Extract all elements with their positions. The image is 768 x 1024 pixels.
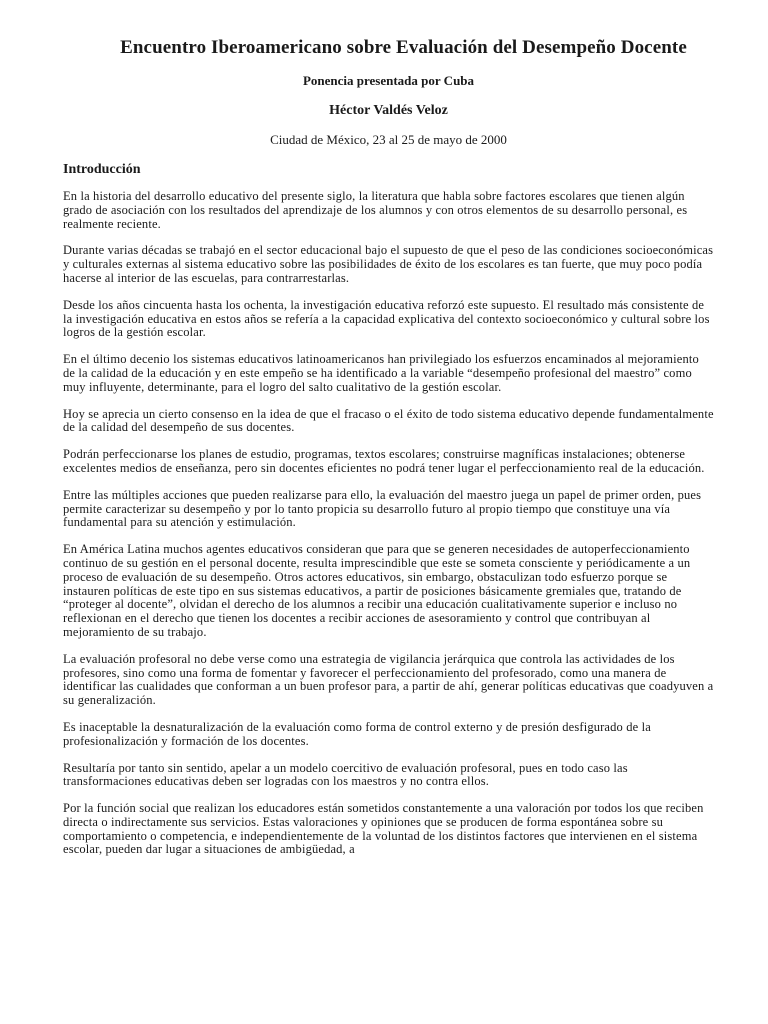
paragraph: Durante varias décadas se trabajó en el sector educacional bajo el supuesto de que el peso de las condiciones socioeconómicas y culturales externas al sistema educativo sobre las posibilidades de éxito de los escolares es tan fuerte, que muy poco podía hacerse al interior de las escuelas, para contrarrestarlas.	[63, 243, 714, 285]
document-subtitle: Ponencia presentada por Cuba	[302, 73, 475, 88]
paragraph: En América Latina muchos agentes educativos consideran que para que se generen necesidades de autoperfeccionamiento continuo de su gestión en el personal docente, resulta imprescindible que este se someta consciente y periódicamente a un proceso de evaluación de su desempeño. Otros actores educativos, sin embargo, obstaculizan todo esfuerzo porque se instauren políticas de este tipo en sus sistemas educativos, a partir de posiciones básicamente gremiales que, tratando de “proteger al docente”, olvidan el derecho de los alumnos a recibir una educación cualitativamente superior e incluso no reflexionan en el derecho que tienen los docentes a recibir acciones de asesoramiento y control que contribuyan al mejoramiento de su trabajo.	[63, 542, 691, 639]
paragraph: Es inaceptable la desnaturalización de la evaluación como forma de control externo y de presión desfigurado de la profesionalización y formación de los docentes.	[63, 719, 651, 748]
paragraph: En la historia del desarrollo educativo del presente siglo, la literatura que habla sobre factores escolares que tienen algún grado de asociación con los resultados del aprendizaje de los alumnos y con otros elementos de su desarrollo personal, es realmente reciente.	[63, 189, 688, 231]
document-title: Encuentro Iberoamericano sobre Evaluación del Desempeño Docente	[120, 37, 687, 58]
paragraph: Por la función social que realizan los educadores están sometidos constantemente a una valoración por todos los que reciben directa o indirectamente sus servicios. Estas valoraciones y opiniones que se producen de forma espontánea sobre su comportamiento o competencia, e independientemente de la voluntad de los distintos factores que intervienen en el sistema escolar, pueden dar lugar a situaciones de ambigüedad, a	[63, 801, 704, 857]
paragraph: Entre las múltiples acciones que pueden realizarse para ello, la evaluación del maestro juega un papel de primer orden, pues permite caracterizar su desempeño y por lo tanto propicia su desarrollo futuro al propio tiempo que constituye una vía fundamental para su atención y estimulación.	[63, 487, 702, 530]
paragraph: Podrán perfeccionarse los planes de estudio, programas, textos escolares; construirse magníficas instalaciones; obtenerse excelentes medios de enseñanza, pero sin docentes eficientes no podrá tener lugar el perfeccionamiento real de la educación.	[63, 447, 705, 475]
paragraph: Desde los años cincuenta hasta los ochenta, la investigación educativa reforzó este supuesto. El resultado más consistente de la investigación educativa en estos años se refería a la capacidad explicativa del contexto socioeconómico y cultural sobre los logros de la gestión escolar.	[63, 297, 710, 340]
document-author: Héctor Valdés Veloz	[329, 103, 448, 118]
paragraph: En el último decenio los sistemas educativos latinoamericanos han privilegiado los esfuerzos encaminados al mejoramiento de la calidad de la educación y en este empeño se ha identificado a la variable “desempeño profesional del maestro” como muy influyente, determinante, para el logro del salto cualitativo de la gestión escolar.	[63, 352, 699, 394]
section-heading: Introducción	[63, 162, 141, 177]
body-text	[63, 190, 714, 857]
paragraph: Resultaría por tanto sin sentido, apelar a un modelo coercitivo de evaluación profesoral, pues en todo caso las transformaciones educativas deben ser logradas con los maestros y no contra ellos.	[63, 760, 628, 789]
paragraph: La evaluación profesoral no debe verse como una estrategia de vigilancia jerárquica que controla las actividades de los profesores, sino como una forma de fomentar y favorecer el perfeccionamiento del profesorado, como una manera de identificar las cualidades que conforman a un buen profesor para, a partir de ahí, generar políticas educativas que coadyuven a su generalización.	[63, 651, 714, 708]
paragraph: Hoy se aprecia un cierto consenso en la idea de que el fracaso o el éxito de todo sistema educativo depende fundamentalmente de la calidad del desempeño de sus docentes.	[63, 406, 714, 435]
document-place-date: Ciudad de México, 23 al 25 de mayo de 2000	[270, 132, 507, 147]
